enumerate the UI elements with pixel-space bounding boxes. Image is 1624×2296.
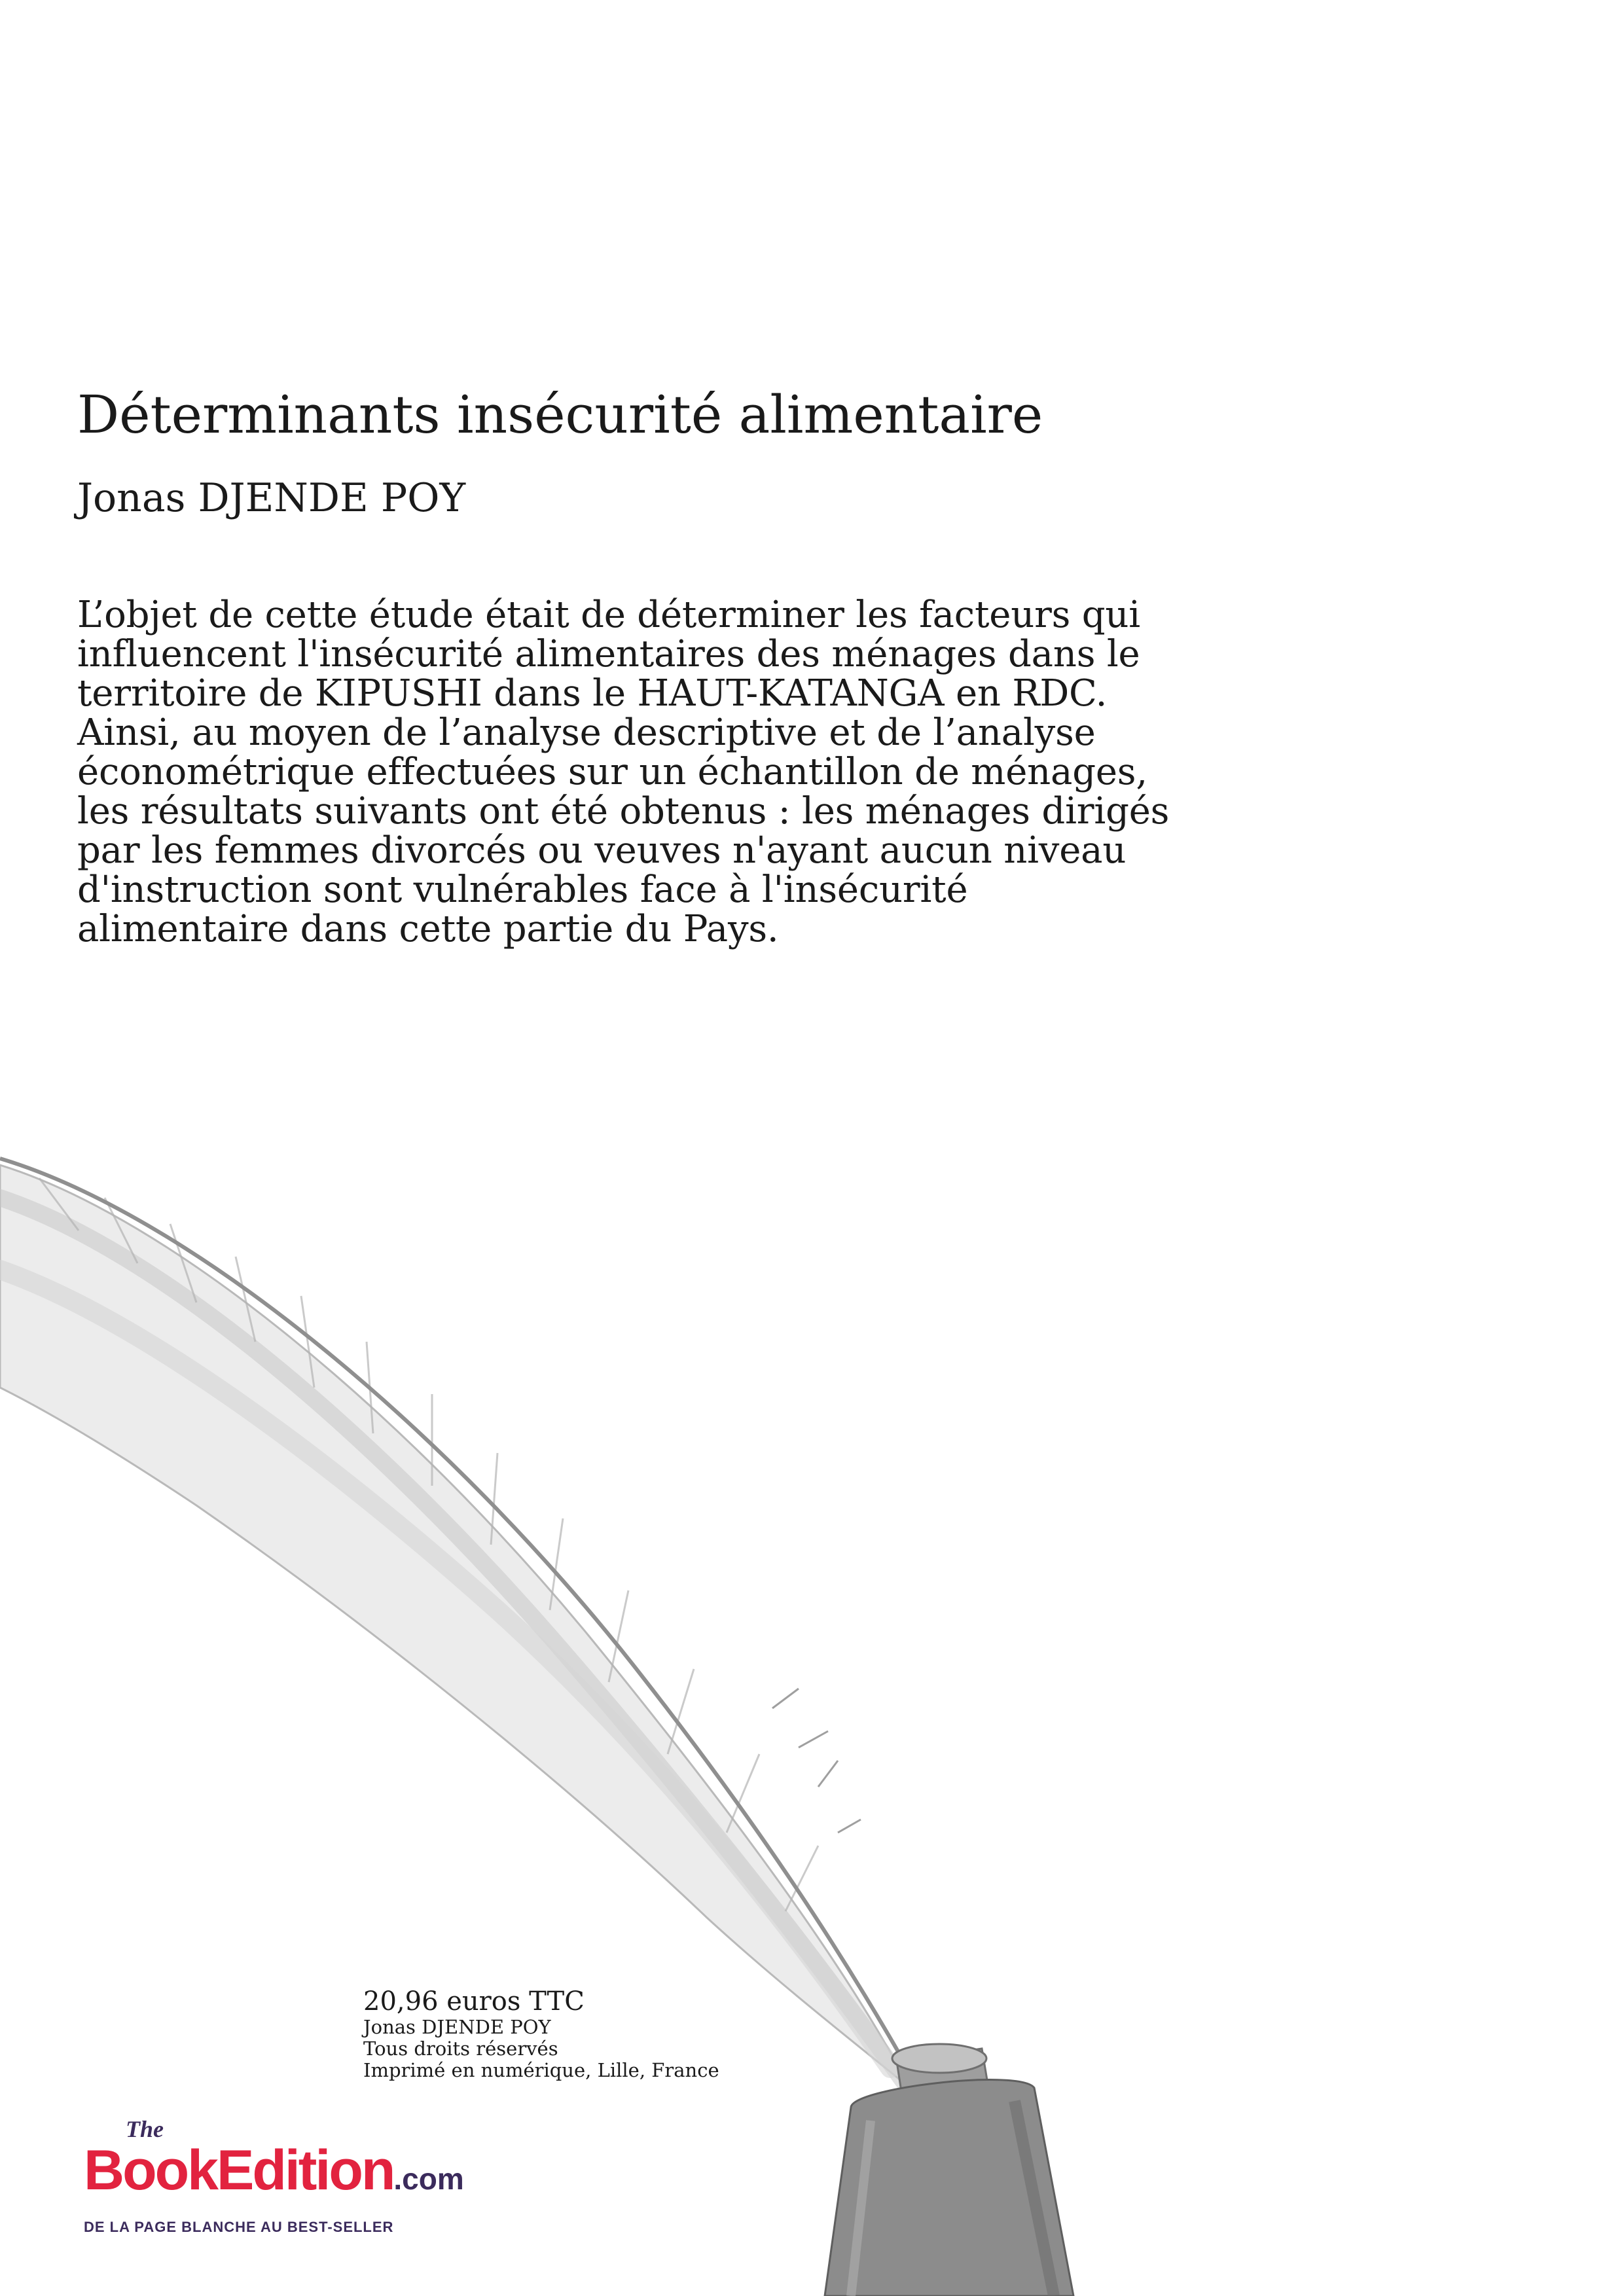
summary-line: économétrique effectuées sur un échantillon de ménages, [77, 751, 1147, 793]
book-summary [77, 596, 1321, 949]
logo-domain: .com [393, 2162, 464, 2196]
summary-line: Ainsi, au moyen de l’analyse descriptive et de l’analyse [77, 711, 1096, 754]
logo-brand: BookEdition [84, 2139, 394, 2202]
summary-line: par les femmes divorcés ou veuves n'ayant aucun niveau [77, 829, 1127, 872]
summary-line: les résultats suivants ont été obtenus : les ménages dirigés [77, 790, 1170, 833]
quill-feather-icon [0, 1158, 929, 2108]
book-author: Jonas DJENDE POY [77, 475, 466, 521]
summary-line: influencent l'insécurité alimentaires des ménages dans le [77, 633, 1140, 675]
logo-tagline: DE LA PAGE BLANCHE AU BEST-SELLER [84, 2219, 394, 2235]
book-title: Déterminants insécurité alimentaire [77, 384, 1043, 445]
summary-line: L’objet de cette étude était de déterminer les facteurs qui [77, 594, 1141, 636]
logo-the: The [126, 2116, 164, 2142]
imprint-author: Jonas DJENDE POY [363, 2016, 551, 2038]
imprint-rights: Tous droits réservés [363, 2037, 558, 2060]
price: 20,96 euros TTC [363, 1986, 585, 2017]
inkwell-icon [825, 2044, 1074, 2296]
imprint-printed: Imprimé en numérique, Lille, France [363, 2059, 719, 2081]
imprint-block [363, 1986, 719, 2081]
summary-line: territoire de KIPUSHI dans le HAUT-KATANGA en RDC. [77, 672, 1108, 715]
publisher-logo [84, 2117, 464, 2236]
summary-line: d'instruction sont vulnérables face à l'insécurité [77, 869, 968, 911]
summary-line: alimentaire dans cette partie du Pays. [77, 908, 779, 950]
